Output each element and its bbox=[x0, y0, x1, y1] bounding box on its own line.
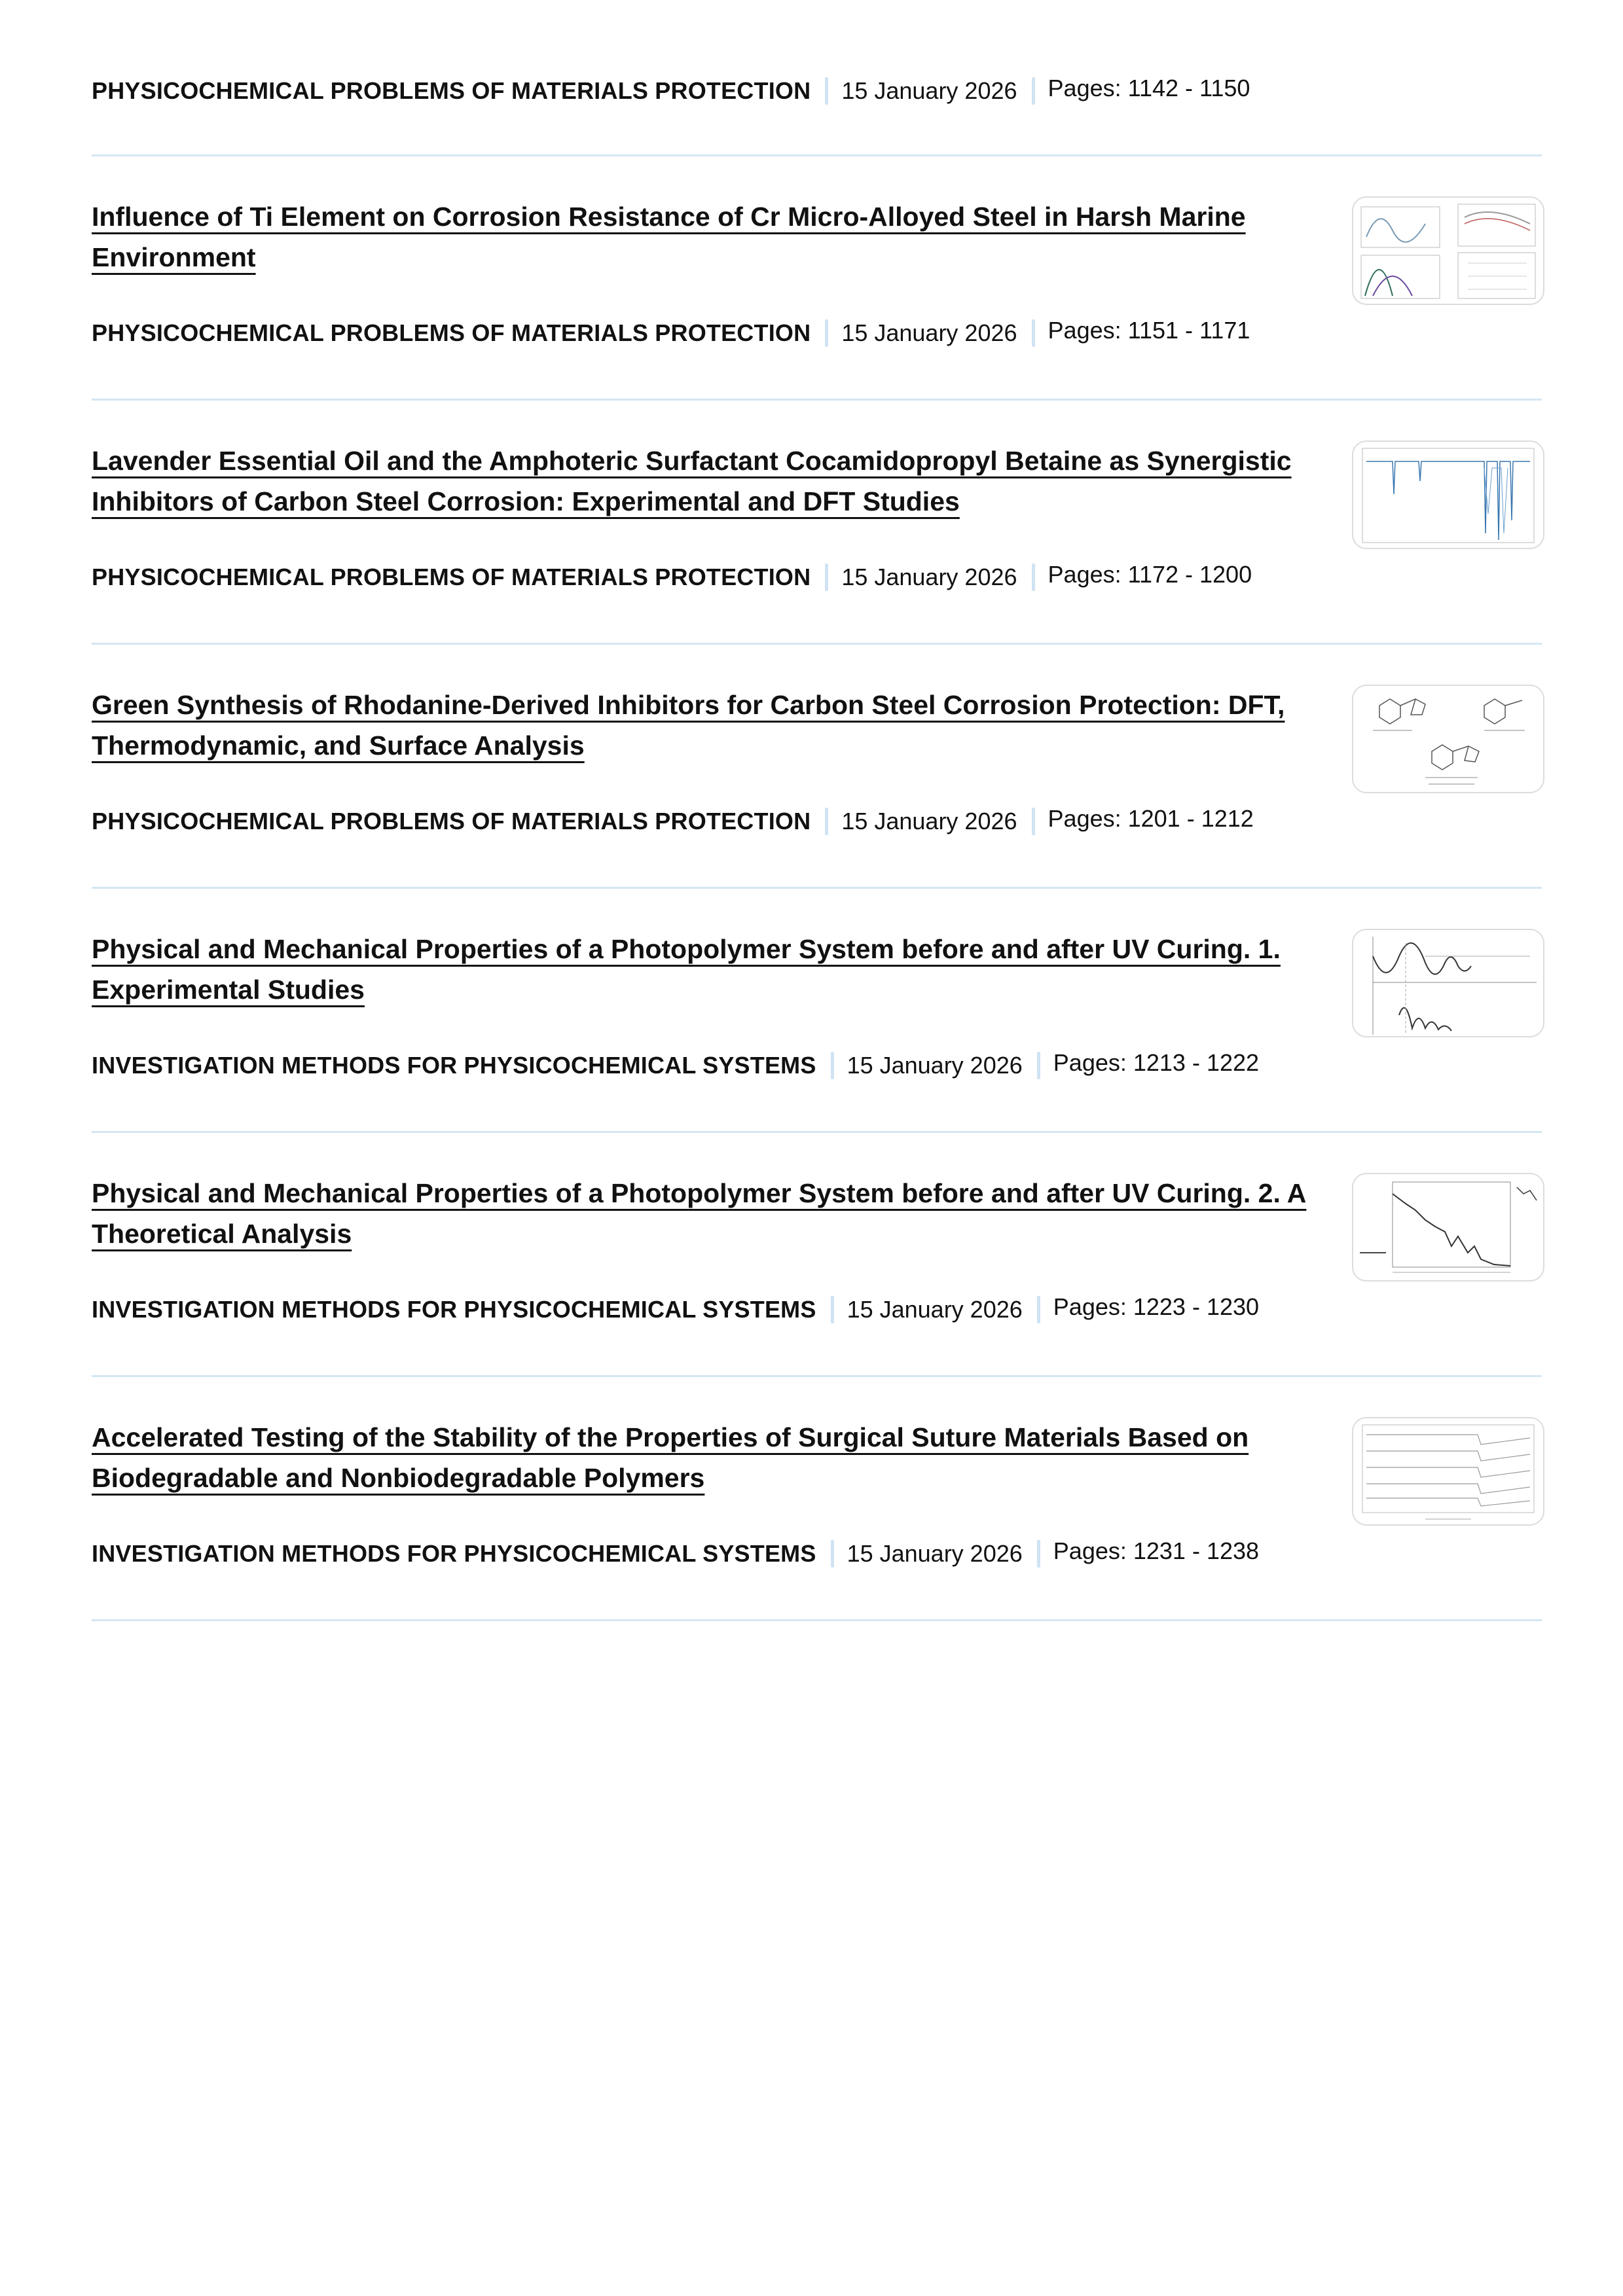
article-item bbox=[92, 685, 1542, 901]
article-item bbox=[92, 1173, 1542, 1389]
article-meta bbox=[92, 1293, 1260, 1323]
meta-separator bbox=[825, 564, 828, 591]
article-section[interactable]: PHYSICOCHEMICAL PROBLEMS OF MATERIALS PROTECTION bbox=[92, 319, 811, 346]
article-meta bbox=[92, 805, 1254, 835]
divider bbox=[92, 1375, 1542, 1377]
article-title bbox=[92, 440, 1309, 522]
article-date: 15 January 2026 bbox=[841, 808, 1017, 834]
article-section[interactable]: INVESTIGATION METHODS FOR PHYSICOCHEMICAL SYSTEMS bbox=[92, 1540, 816, 1567]
graphical-abstract-thumbnail-icon[interactable] bbox=[1352, 196, 1544, 305]
meta-separator bbox=[831, 1296, 834, 1323]
meta-separator bbox=[1032, 564, 1035, 591]
article-title bbox=[92, 929, 1309, 1010]
meta-separator bbox=[1037, 1052, 1040, 1079]
article-meta bbox=[92, 1537, 1260, 1568]
article-title-link[interactable]: Accelerated Testing of the Stability of the Properties of Surgical Suture Materials Based on Biodegradable and Nonbiodegradable Polymers bbox=[92, 1422, 1249, 1493]
graphical-abstract-thumbnail-icon[interactable] bbox=[1352, 929, 1544, 1037]
meta-separator bbox=[831, 1052, 834, 1079]
article-meta bbox=[92, 561, 1252, 591]
article-date: 15 January 2026 bbox=[841, 319, 1017, 346]
article-title bbox=[92, 1173, 1309, 1254]
meta-separator bbox=[825, 77, 828, 105]
meta-separator bbox=[1037, 1540, 1040, 1568]
meta-separator bbox=[1032, 319, 1035, 347]
graphical-abstract-thumbnail-icon[interactable] bbox=[1352, 1417, 1544, 1526]
article-title-link[interactable]: Green Synthesis of Rhodanine-Derived Inhibitors for Carbon Steel Corrosion Protection: DFT, Thermodynamic, and Surface Analysis bbox=[92, 690, 1285, 761]
graphical-abstract-thumbnail-icon[interactable] bbox=[1352, 1173, 1544, 1282]
article-date: 15 January 2026 bbox=[847, 1052, 1023, 1079]
article-section[interactable]: INVESTIGATION METHODS FOR PHYSICOCHEMICAL SYSTEMS bbox=[92, 1296, 816, 1323]
meta-separator bbox=[1032, 77, 1035, 105]
graphical-abstract-thumbnail-icon[interactable] bbox=[1352, 440, 1544, 549]
article-title-link[interactable]: Physical and Mechanical Properties of a Photopolymer System before and after UV Curing. 1. Experimental Studies bbox=[92, 934, 1281, 1005]
article-section[interactable]: PHYSICOCHEMICAL PROBLEMS OF MATERIALS PROTECTION bbox=[92, 564, 811, 590]
article-pages: Pages: 1172 - 1200 bbox=[1048, 561, 1252, 588]
meta-separator bbox=[1037, 1296, 1040, 1323]
article-pages: Pages: 1151 - 1171 bbox=[1048, 317, 1250, 344]
article-title bbox=[92, 1417, 1309, 1498]
meta-separator bbox=[825, 319, 828, 347]
article-section[interactable]: PHYSICOCHEMICAL PROBLEMS OF MATERIALS PROTECTION bbox=[92, 808, 811, 834]
divider bbox=[92, 1619, 1542, 1621]
meta-separator bbox=[1032, 808, 1035, 835]
article-item bbox=[92, 929, 1542, 1145]
article-title bbox=[92, 685, 1309, 766]
article-item bbox=[92, 1417, 1542, 1633]
divider bbox=[92, 1131, 1542, 1133]
article-meta bbox=[92, 1049, 1260, 1079]
divider bbox=[92, 154, 1542, 156]
article-pages: Pages: 1231 - 1238 bbox=[1053, 1537, 1260, 1564]
article-title-link[interactable]: Physical and Mechanical Properties of a Photopolymer System before and after UV Curing. 2. A Theoretical Analysis bbox=[92, 1178, 1307, 1249]
article-title bbox=[92, 196, 1309, 278]
graphical-abstract-thumbnail-icon[interactable] bbox=[1352, 685, 1544, 793]
article-title-link[interactable]: Influence of Ti Element on Corrosion Resistance of Cr Micro-Alloyed Steel in Harsh Marine Environment bbox=[92, 202, 1246, 272]
article-item bbox=[92, 196, 1542, 412]
article-date: 15 January 2026 bbox=[841, 564, 1017, 590]
article-date: 15 January 2026 bbox=[847, 1540, 1023, 1567]
meta-separator bbox=[825, 808, 828, 835]
article-meta bbox=[92, 319, 1250, 347]
article-meta bbox=[92, 77, 1542, 105]
article-section[interactable]: INVESTIGATION METHODS FOR PHYSICOCHEMICAL SYSTEMS bbox=[92, 1052, 816, 1079]
divider bbox=[92, 887, 1542, 889]
article-title-link[interactable]: Lavender Essential Oil and the Amphoteric Surfactant Cocamidopropyl Betaine as Synergistic Inhibitors of Carbon Steel Corrosion: Experimental and DFT Studies bbox=[92, 446, 1292, 516]
article-date: 15 January 2026 bbox=[847, 1296, 1023, 1323]
article-pages: Pages: 1142 - 1150 bbox=[1048, 75, 1250, 101]
top-entry bbox=[92, 77, 1542, 105]
article-date: 15 January 2026 bbox=[841, 77, 1017, 104]
article-item bbox=[92, 440, 1542, 656]
article-section[interactable]: PHYSICOCHEMICAL PROBLEMS OF MATERIALS PROTECTION bbox=[92, 77, 811, 104]
article-pages: Pages: 1213 - 1222 bbox=[1053, 1049, 1260, 1076]
divider bbox=[92, 643, 1542, 645]
article-pages: Pages: 1223 - 1230 bbox=[1053, 1293, 1260, 1320]
divider bbox=[92, 399, 1542, 401]
meta-separator bbox=[831, 1540, 834, 1568]
article-pages: Pages: 1201 - 1212 bbox=[1048, 805, 1254, 832]
